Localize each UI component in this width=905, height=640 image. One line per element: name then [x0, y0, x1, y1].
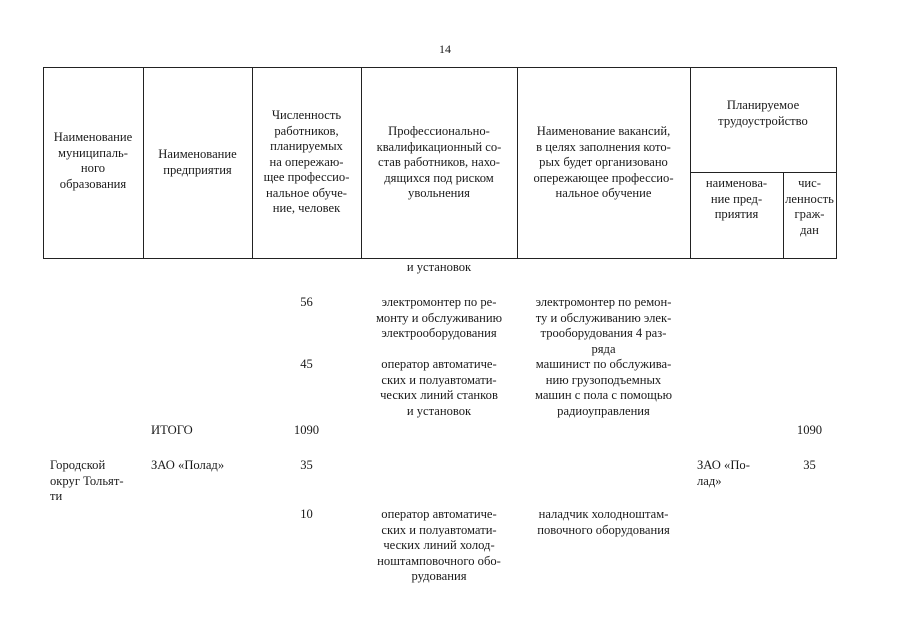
table-cell-count: 35: [803, 458, 816, 472]
rule-bottom: [43, 258, 836, 259]
rule-sub: [690, 172, 836, 173]
header-municipality: Наименование муниципаль- ного образования: [53, 130, 133, 191]
table-cell-prof: оператор автоматиче- ских и полуавтомати- ческих линий станков и установок: [380, 357, 498, 418]
header-sub-count: чис- ленность граж- дан: [785, 176, 834, 237]
header-planned-employment: Планируемое трудоустройство: [718, 98, 808, 128]
table-cell-employees: 45: [300, 357, 313, 371]
table-cell-enterprise: ЗАО «Полад»: [151, 458, 225, 472]
table-cell-prof: электромонтер по ре- монту и обслуживанию электрооборудования: [375, 295, 503, 340]
table-cell-count: 1090: [796, 423, 823, 437]
table-cell-total-label: ИТОГО: [151, 423, 193, 437]
table-cell-vacancy: машинист по обслужива- нию грузоподъемных машин с пола с помощью радиоуправления: [534, 357, 673, 418]
table-cell-vacancy: наладчик холодноштам- повочного оборудования: [537, 507, 670, 537]
col-line: [836, 67, 837, 259]
header-enterprise: Наименование предприятия: [158, 147, 237, 177]
table-cell-vacancy: электромонтер по ремон- ту и обслуживанию элек- трооборудования 4 раз- ряда: [535, 295, 672, 356]
table-cell-prof: оператор автоматиче- ских и полуавтомати- ческих линий холод- ноштамповочного обо- рудования: [377, 507, 501, 583]
table-cell-employees: 1090: [293, 423, 320, 437]
table-cell-prof: и установок: [406, 260, 472, 274]
table-cell-employees: 10: [300, 507, 313, 521]
header-sub-enterprise: наименова- ние пред- приятия: [705, 176, 768, 221]
table-cell-sub-enterprise: ЗАО «По- лад»: [697, 458, 750, 488]
page-number: 14: [439, 42, 451, 56]
rule-top: [43, 67, 836, 68]
table-cell-employees: 56: [300, 295, 313, 309]
header-vacancies: Наименование вакансий, в целях заполнения кото- рых будет организовано опережающее профессио- нальное обучение: [533, 124, 674, 200]
header-prof-composition: Профессионально- квалификационный со- став работников, нахо- дящихся под риском увольнения: [376, 124, 502, 200]
table-cell-employees: 35: [300, 458, 313, 472]
header-employees: Численность работников, планируемых на опережаю- щее профессио- нальное обуче- ние, человек: [263, 108, 350, 215]
col-line: [690, 67, 691, 259]
table-cell-municipality: Городской округ Тольят- ти: [50, 458, 124, 503]
